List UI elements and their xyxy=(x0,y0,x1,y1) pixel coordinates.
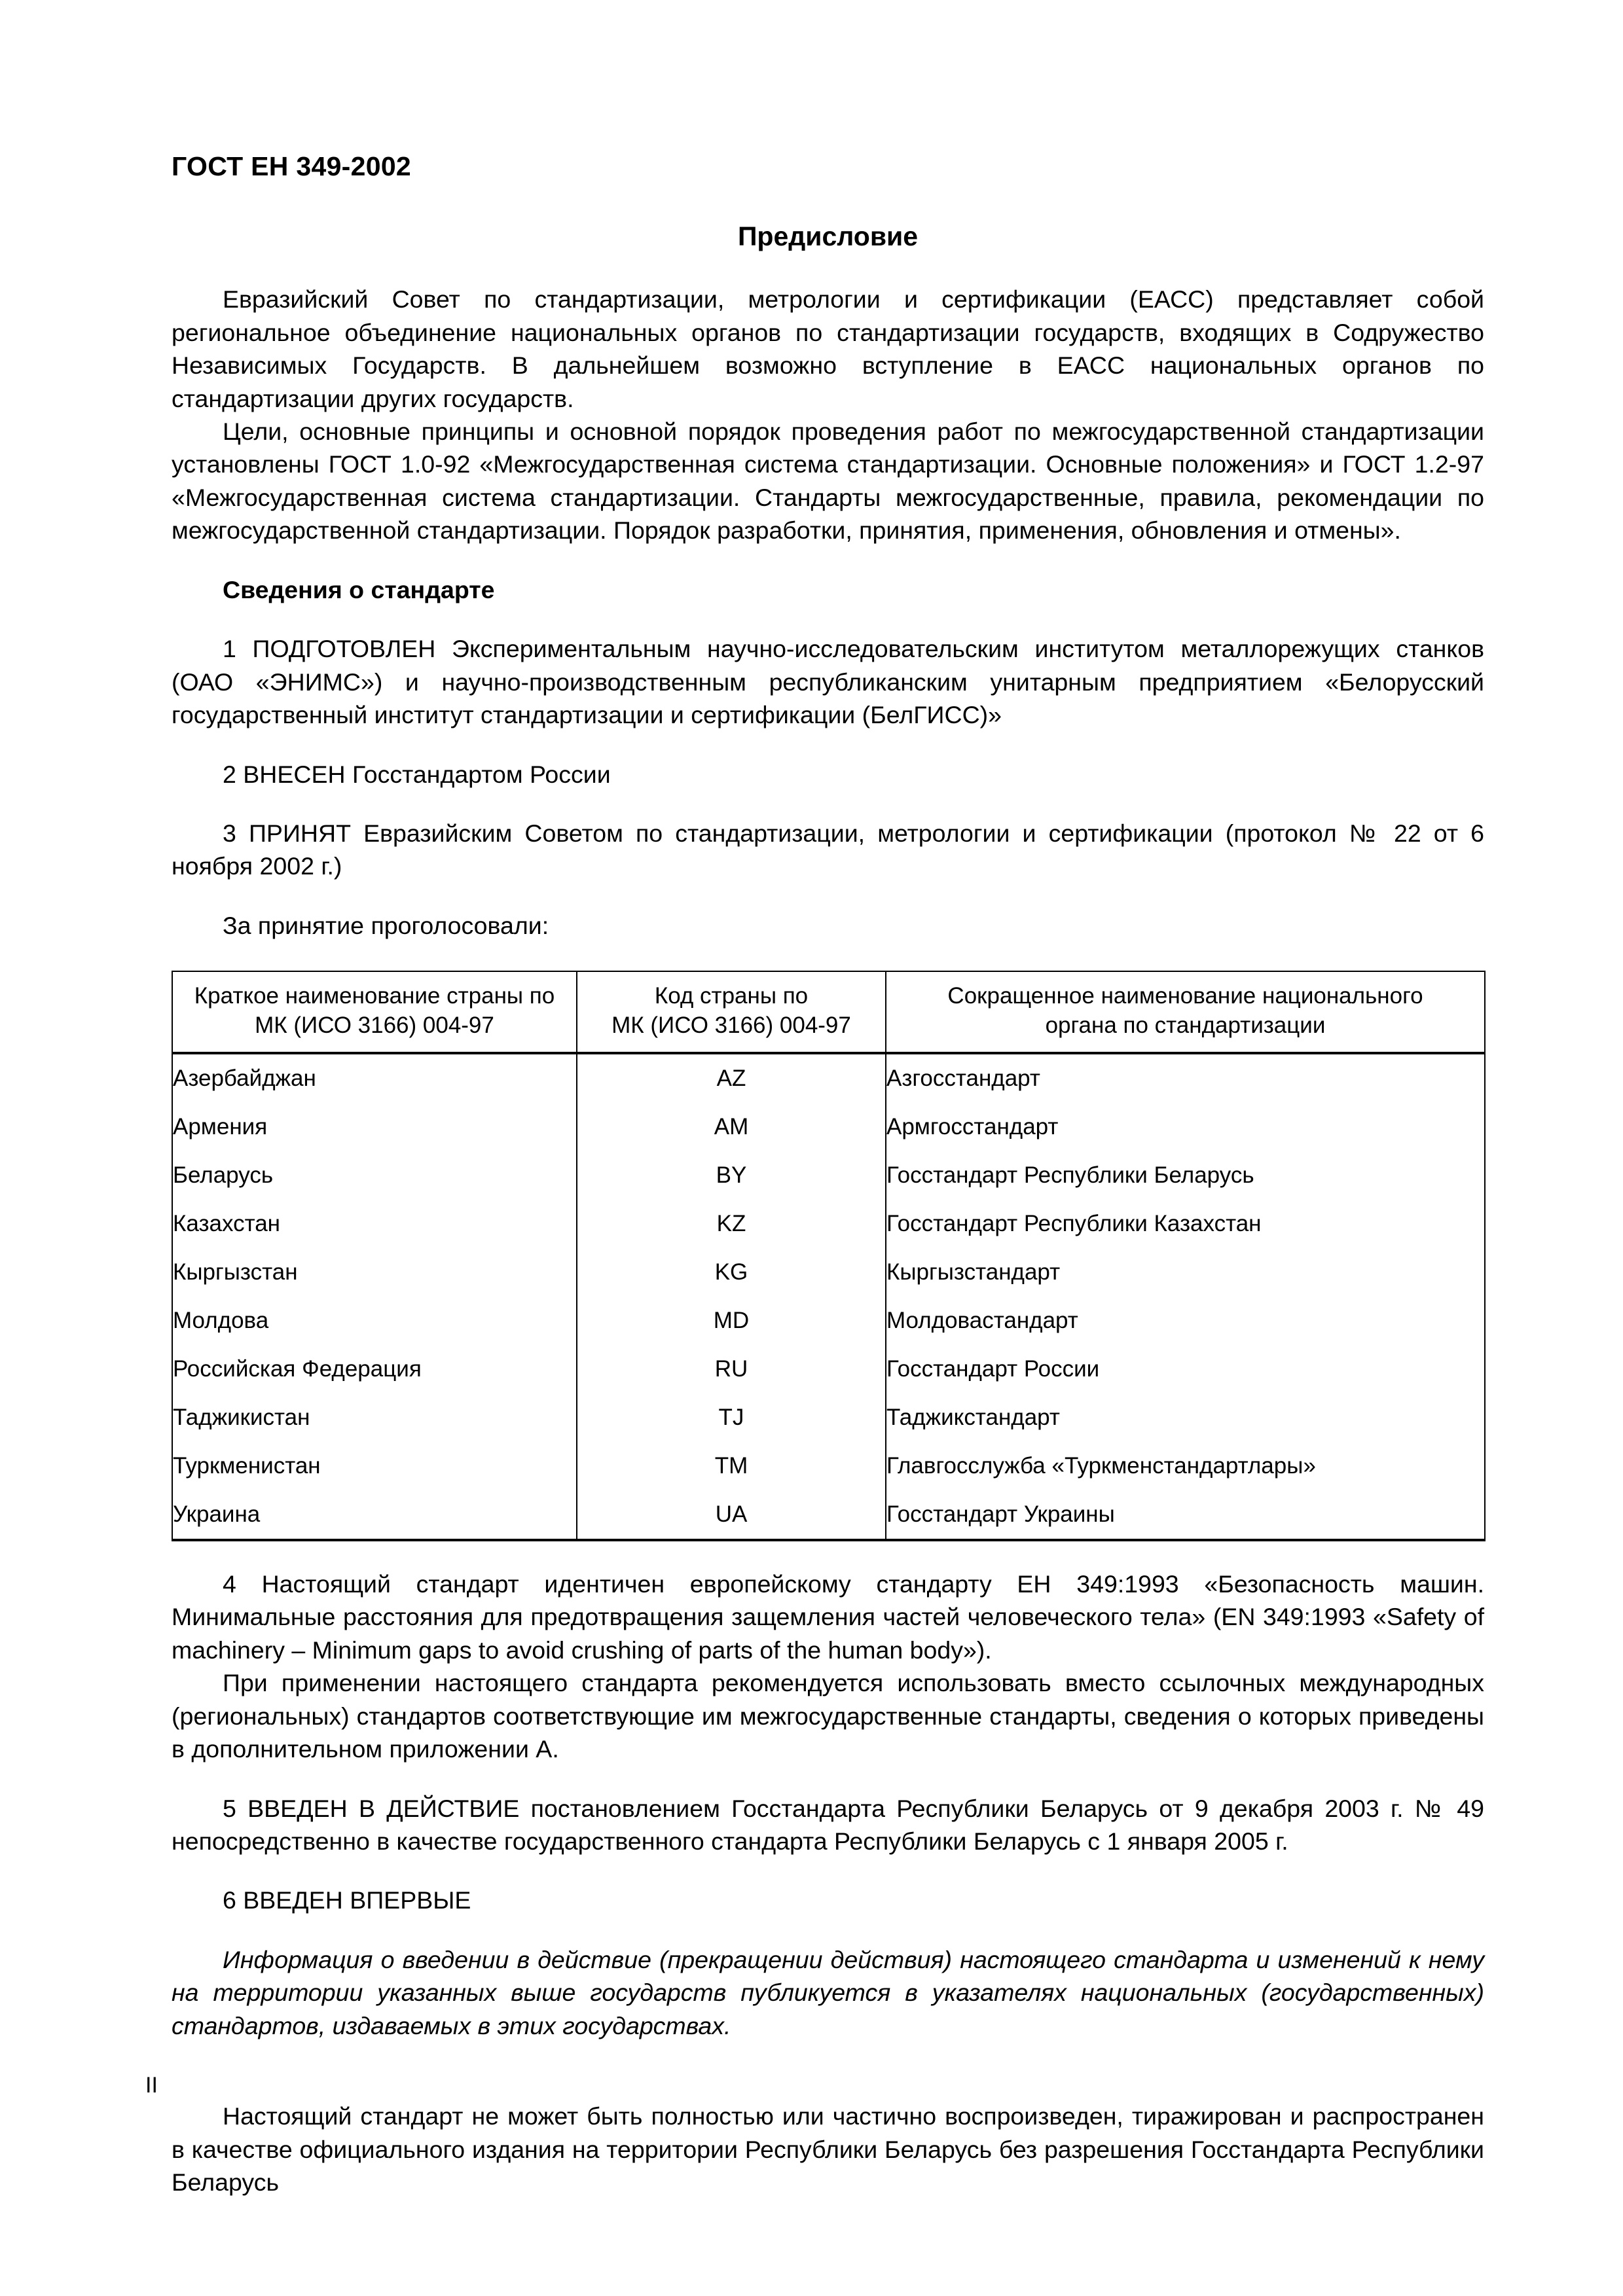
paragraph-item-2: 2 ВНЕСЕН Госстандартом России xyxy=(223,760,611,788)
paragraph-item-3: 3 ПРИНЯТ Евразийским Советом по стандартизации, метрологии и сертификации (протокол № 22 от 6 ноября 2002 г.) xyxy=(172,819,1484,880)
cell-code: AM xyxy=(577,1103,886,1151)
page-number: II xyxy=(145,2073,158,2098)
table-row xyxy=(172,1151,1485,1200)
cell-country: Таджикистан xyxy=(172,1393,577,1442)
table-header-row xyxy=(172,971,1485,1053)
cell-code: BY xyxy=(577,1151,886,1200)
table-row xyxy=(172,1053,1485,1103)
cell-body: Азгосстандарт xyxy=(886,1053,1485,1103)
cell-body: Таджикстандарт xyxy=(886,1393,1485,1442)
table-body xyxy=(172,1053,1485,1540)
table-row xyxy=(172,1393,1485,1442)
paragraph-vote-intro: За принятие проголосовали: xyxy=(223,911,549,939)
document-standard-number: ГОСТ ЕН 349-2002 xyxy=(172,151,412,181)
cell-code: TJ xyxy=(577,1393,886,1442)
cell-country: Армения xyxy=(172,1103,577,1151)
paragraph-item-1: 1 ПОДГОТОВЛЕН Экспериментальным научно-исследовательским институтом металлорежущих станков (ОАО «ЭНИМС») и научно-производственным республиканским унитарным предприятием «Белорусский государственный институт стандартизации и сертификации (БелГИСС)» xyxy=(172,635,1484,729)
column-header-code xyxy=(577,971,886,1053)
column-header-country xyxy=(172,971,577,1053)
table-row xyxy=(172,1248,1485,1297)
voting-countries-table xyxy=(172,971,1486,1541)
paragraph-copyright: Настоящий стандарт не может быть полностью или частично воспроизведен, тиражирован и распространен в качестве официального издания на территории Республики Беларусь без разрешения Госстандарта Республики Беларусь xyxy=(172,2102,1484,2196)
table-row xyxy=(172,1200,1485,1248)
cell-body: Госстандарт Украины xyxy=(886,1490,1485,1540)
cell-code: AZ xyxy=(577,1053,886,1103)
table-row xyxy=(172,1442,1485,1490)
paragraph-intro-1: Евразийский Совет по стандартизации, метрологии и сертификации (ЕАСС) представляет собой региональное объединение национальных органов по стандартизации государств, входящих в Содружество Независимых Государств. В дальнейшем возможно вступление в ЕАСС национальных органов по стандартизации других государств. xyxy=(172,285,1484,412)
column-header-code-line1: Код страны по xyxy=(654,983,809,1009)
cell-body: Главгосслужба «Туркменстандартлары» xyxy=(886,1442,1485,1490)
paragraph-item-6: 6 ВВЕДЕН ВПЕРВЫЕ xyxy=(223,1886,471,1914)
cell-country: Беларусь xyxy=(172,1151,577,1200)
cell-country: Российская Федерация xyxy=(172,1345,577,1393)
cell-code: UA xyxy=(577,1490,886,1540)
column-header-body-line1: Сокращенное наименование национального xyxy=(947,983,1423,1009)
paragraph-item-5: 5 ВВЕДЕН В ДЕЙСТВИЕ постановлением Госстандарта Республики Беларусь от 9 декабря 2003 г. № 49 непосредственно в качестве государственного стандарта Республики Беларусь с 1 января 2005 г. xyxy=(172,1794,1484,1855)
cell-country: Казахстан xyxy=(172,1200,577,1248)
column-header-code-line2: МК (ИСО 3166) 004-97 xyxy=(611,1013,851,1039)
column-header-body-line2: органа по стандартизации xyxy=(1045,1013,1326,1039)
paragraph-item-4: 4 Настоящий стандарт идентичен европейскому стандарту ЕН 349:1993 «Безопасность машин. Минимальные расстояния для предотвращения защемления частей человеческого тела» (EN 349:1993 «Safety of machinery – Minimum gaps to avoid crushing of parts of the human body»). xyxy=(172,1570,1484,1664)
cell-country: Молдова xyxy=(172,1297,577,1345)
cell-code: MD xyxy=(577,1297,886,1345)
cell-body: Кыргызстандарт xyxy=(886,1248,1485,1297)
cell-code: KG xyxy=(577,1248,886,1297)
subheading-standard-info: Сведения о стандарте xyxy=(223,575,495,603)
cell-code: TM xyxy=(577,1442,886,1490)
cell-country: Украина xyxy=(172,1490,577,1540)
cell-country: Кыргызстан xyxy=(172,1248,577,1297)
column-header-country-line2: МК (ИСО 3166) 004-97 xyxy=(255,1013,494,1039)
cell-code: RU xyxy=(577,1345,886,1393)
table-row xyxy=(172,1490,1485,1540)
cell-country: Туркменистан xyxy=(172,1442,577,1490)
table-row xyxy=(172,1345,1485,1393)
cell-body: Госстандарт Республики Казахстан xyxy=(886,1200,1485,1248)
paragraph-item-4-note: При применении настоящего стандарта рекомендуется использовать вместо ссылочных международных (региональных) стандартов соответствующие им межгосударственные стандарты, сведения о которых приведены в дополнительном приложении А. xyxy=(172,1669,1484,1763)
table-header xyxy=(172,971,1485,1053)
table-row xyxy=(172,1103,1485,1151)
cell-country: Азербайджан xyxy=(172,1053,577,1103)
cell-body: Молдовастандарт xyxy=(886,1297,1485,1345)
cell-body: Госстандарт Республики Беларусь xyxy=(886,1151,1485,1200)
page-title: Предисловие xyxy=(737,221,919,252)
cell-body: Госстандарт России xyxy=(886,1345,1485,1393)
table-row xyxy=(172,1297,1485,1345)
column-header-country-line1: Краткое наименование страны по xyxy=(194,983,555,1009)
column-header-body xyxy=(886,971,1485,1053)
paragraph-italic-note: Информация о введении в действие (прекращении действия) настоящего стандарта и изменений к нему на территории указанных выше государств публикуется в указателях национальных (государственных) стандартов, издаваемых в этих государствах. xyxy=(172,1945,1484,2039)
page-content xyxy=(172,152,1484,2198)
paragraph-intro-2: Цели, основные принципы и основной порядок проведения работ по межгосударственной стандартизации установлены ГОСТ 1.0-92 «Межгосударственная система стандартизации. Основные положения» и ГОСТ 1.2-97 «Межгосударственная система стандартизации. Стандарты межгосударственные, правила, рекомендации по межгосударственной стандартизации. Порядок разработки, принятия, применения, обновления и отмены». xyxy=(172,418,1484,545)
cell-code: KZ xyxy=(577,1200,886,1248)
cell-body: Армгосстандарт xyxy=(886,1103,1485,1151)
